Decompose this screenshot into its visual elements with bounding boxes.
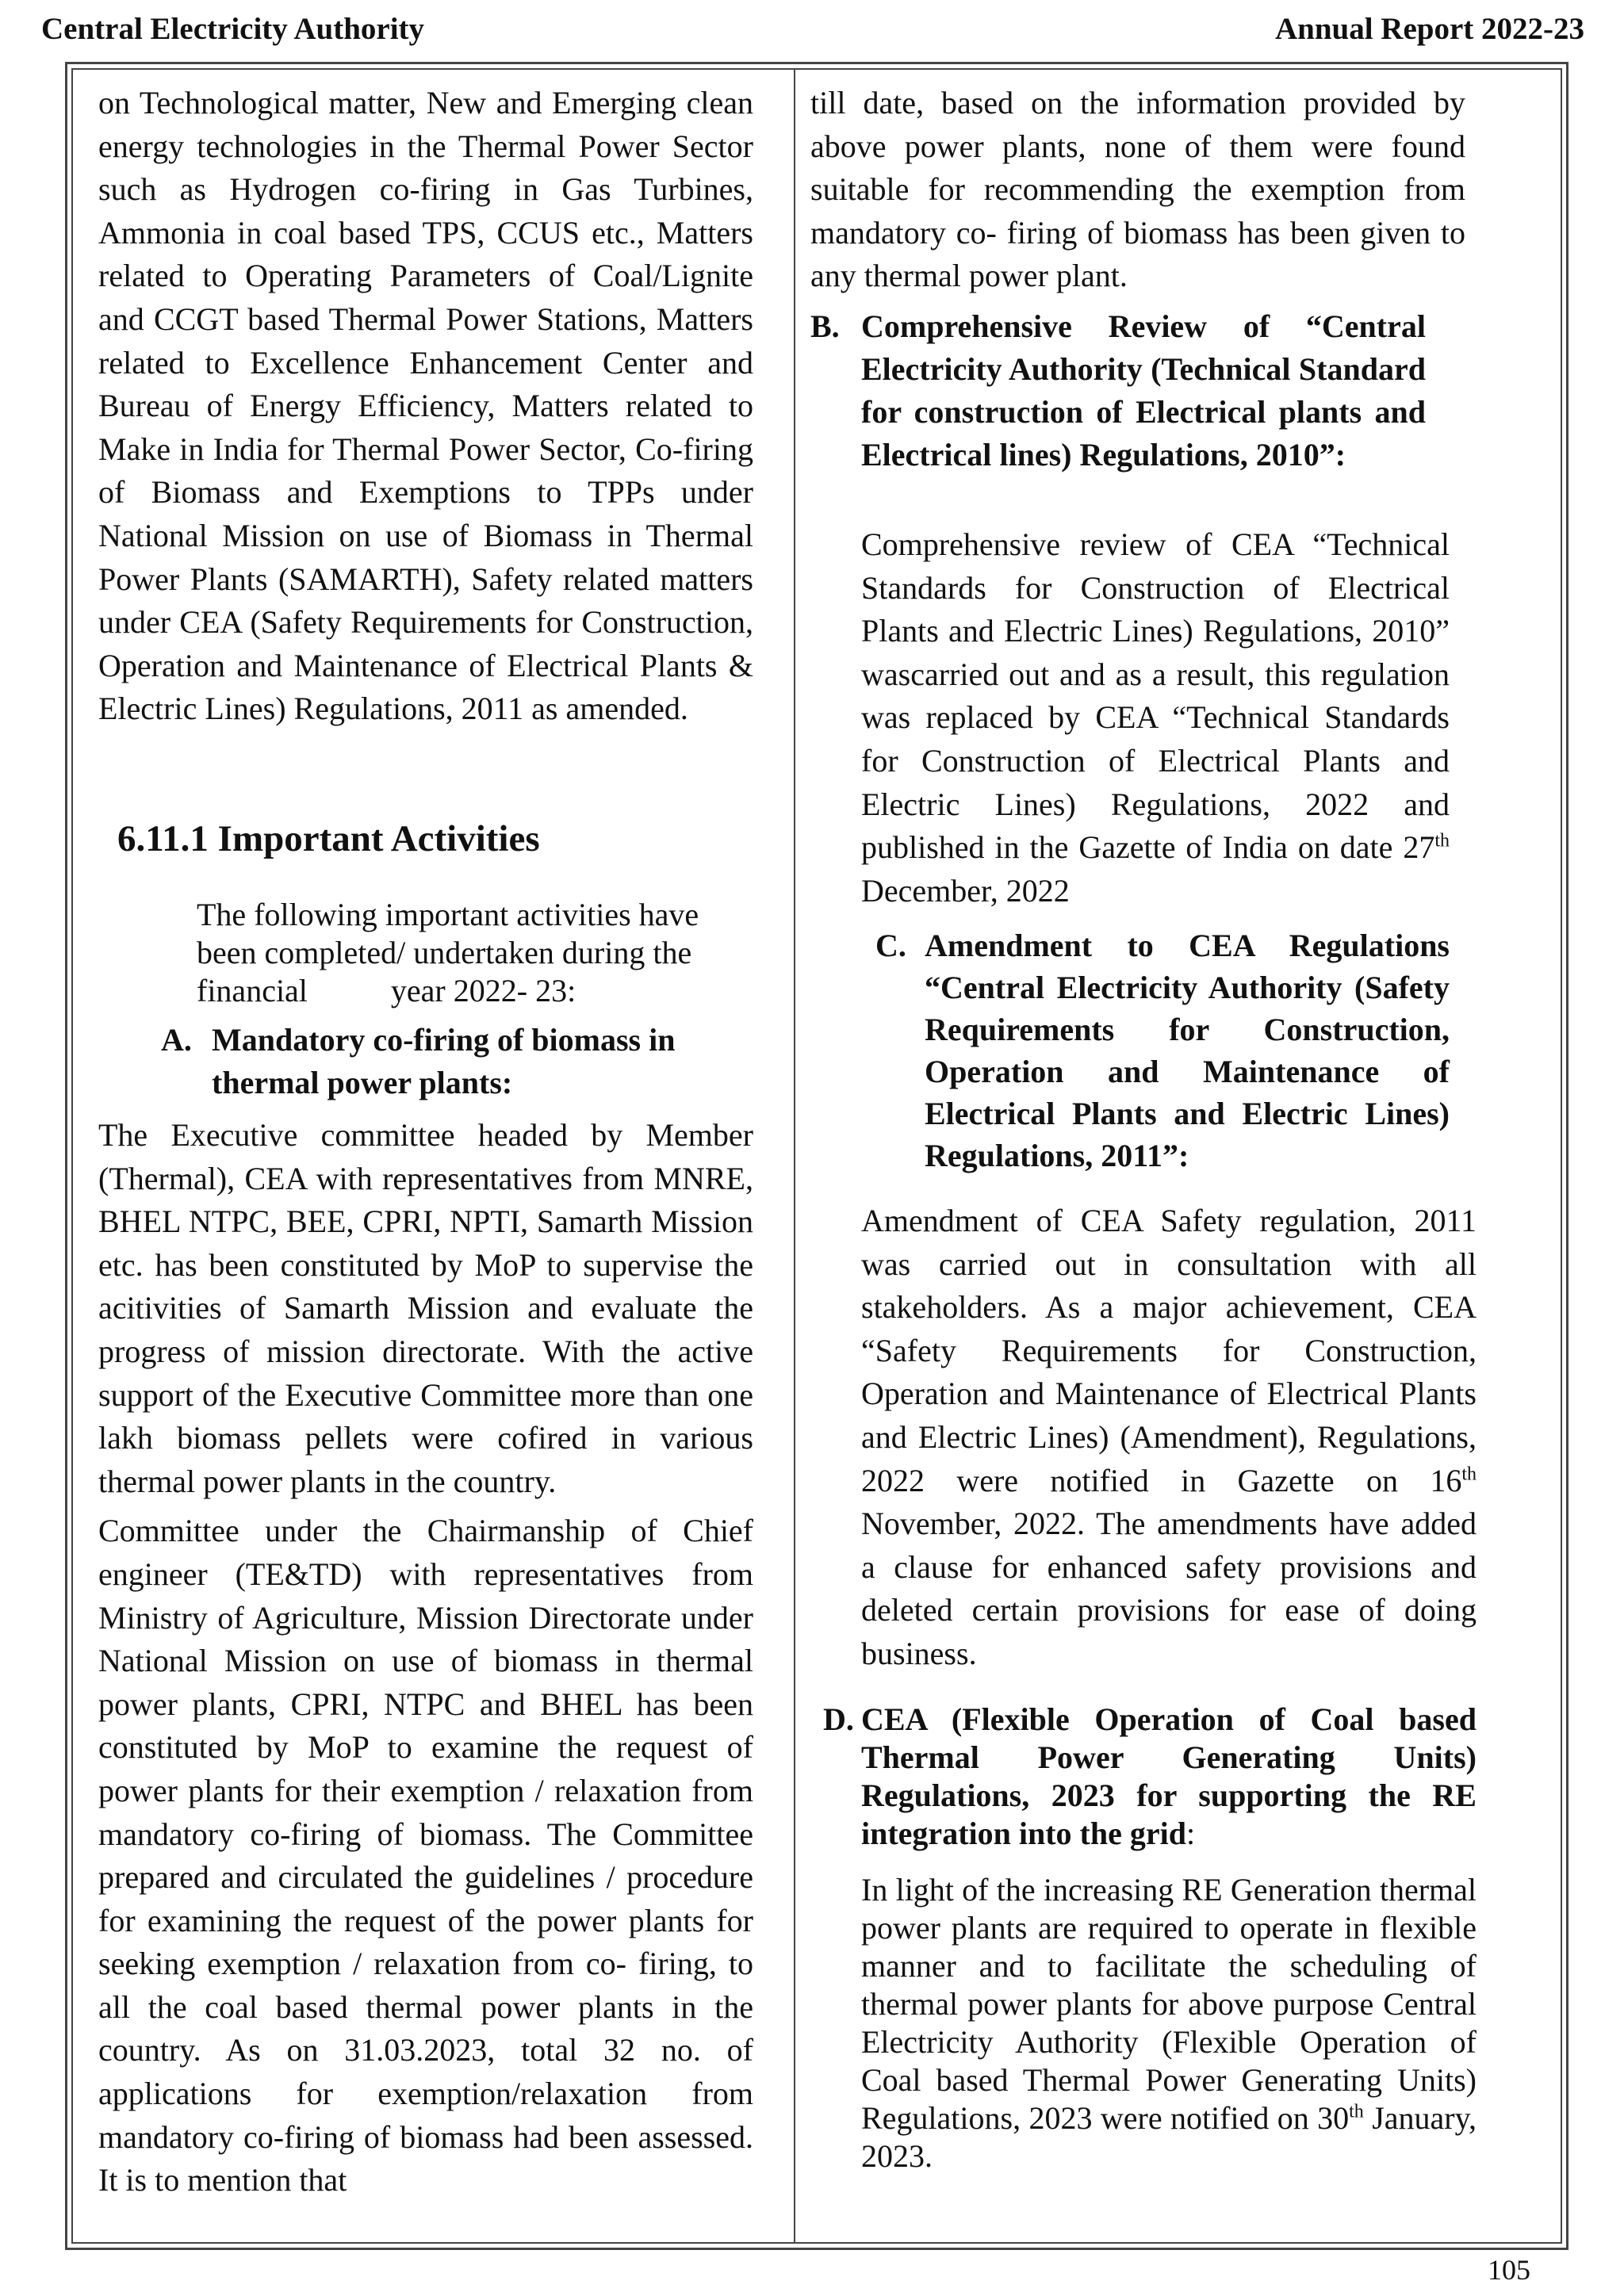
item-b-heading: [810, 305, 1426, 476]
item-b-text: Comprehensive review of CEA “Technical Standards for Construction of Electrical Plants and Electric Lines) Regulations, 2010” wascarried out and as a result, this regulation was replaced by CEA “Technical Standards for Construction of Electrical Plants and Electric Lines) Regulations, 2022 and published in the Gazette of India on date: [861, 526, 1450, 866]
item-a-paragraph-2: Committee under the Chairmanship of Chief engineer (TE&TD) with representatives from Ministry of Agriculture, Mission Directorate under National Mission on use of biomass in thermal power plants, CPRI, NTPC and BHEL has been constituted by MoP to examine the request of power plants for their exemption / relaxation from mandatory co-firing of biomass. The Committee prepared and circulated the guidelines / procedure for examining the request of the power plants for seeking exemption / relaxation from co- firing, to all the coal based thermal power plants in the country. As on 31.03.2023, total 32 no. of applications for exemption/relaxation from mandatory co-firing of biomass had been assessed. It is to mention that: [98, 1513, 753, 2198]
item-b-date-sup: th: [1434, 830, 1450, 851]
activities-intro-line-2: been completed/ undertaken during the: [197, 935, 692, 970]
item-a-body: [98, 1114, 753, 2202]
activities-intro-financial: financial: [197, 973, 308, 1008]
item-d-sup: th: [1349, 2101, 1364, 2122]
section-heading: 6.11.1 Important Activities: [117, 818, 540, 859]
item-a-label: A.: [161, 1022, 192, 1058]
item-a-paragraph-1: The Executive committee headed by Member (Thermal), CEA with representatives from MNRE, BHEL NTPC, BEE, CPRI, NPTI, Samarth Mission etc. has been constituted by MoP to supervise the acitivities of Samarth Mission and evaluate the progress of mission directorate. With the active support of the Executive Committee more than one lakh biomass pellets were cofired in various thermal power plants in the country.: [98, 1117, 753, 1499]
item-b-label: B.: [810, 308, 840, 344]
item-c-heading: [875, 924, 1450, 1177]
left-column: [98, 82, 753, 731]
continued-paragraph: till date, based on the information provided by above power plants, none of them were found suitable for recommending the exemption from mandatory co- firing of biomass has been given to any thermal power plant.: [810, 85, 1465, 294]
item-d-body: [861, 1871, 1477, 2175]
item-c-paragraph: [861, 1200, 1477, 1676]
item-b-title: Comprehensive Review of “Central Electricity Authority (Technical Standard for construction of Electrical plants and Electrical lines) Regulations, 2010”:: [861, 308, 1426, 473]
item-a-title-line-1: Mandatory co-firing of biomass in: [212, 1022, 676, 1058]
item-c-sup: th: [1461, 1464, 1477, 1485]
item-b-body: [861, 523, 1450, 913]
item-a-heading: [161, 1019, 716, 1104]
activities-intro-line-3: [197, 972, 736, 1010]
item-c-text-2: November, 2022. The amendments have added a clause for enhanced safety provisions and deleted certain provisions for ease of doing business.: [861, 1506, 1477, 1671]
item-b-date-rest: December, 2022: [861, 872, 1070, 909]
header-org-name: Central Electricity Authority: [41, 12, 425, 46]
right-column-top: [810, 82, 1465, 298]
item-d-colon: :: [1185, 1816, 1196, 1851]
item-c-text-1: Amendment of CEA Safety regulation, 2011 was carried out in consultation with all stakeholders. As a major achievement, CEA “Safety Requirements for Construction, Operation and Maintenance of Electrical Plants and Electric Lines) (Amendment), Regulations, 2022 were notified in Gazette on 16: [861, 1203, 1477, 1498]
item-c-label: C.: [875, 928, 906, 963]
item-d-title: CEA (Flexible Operation of Coal based Thermal Power Generating Units) Regulations, 2023 for supporting the RE integration into the grid: [861, 1701, 1477, 1851]
item-c-title: Amendment to CEA Regulations “Central Electricity Authority (Safety Requirements for Construction, Operation and Maintenance of Electrical Plants and Electric Lines) Regulations, 2011”:: [925, 928, 1450, 1173]
activities-intro-line-1: The following important activities have: [197, 897, 699, 932]
item-b-paragraph: [861, 523, 1450, 913]
item-d-title-wrap: [861, 1701, 1477, 1853]
item-d-text-2: January, 2023.: [861, 2100, 1477, 2174]
intro-paragraph: on Technological matter, New and Emerging clean energy technologies in the Thermal Power Sector such as Hydrogen co-firing in Gas Turbines, Ammonia in coal based TPS, CCUS etc., Matters related to Operating Parameters of Coal/Lignite and CCGT based Thermal Power Stations, Matters related to Excellence Enhancement Center and Bureau of Energy Efficiency, Matters related to Make in India for Thermal Power Sector, Co-firing of Biomass and Exemptions to TPPs under National Mission on use of Biomass in Thermal Power Plants (SAMARTH), Safety related matters under CEA (Safety Requirements for Construction, Operation and Maintenance of Electrical Plants & Electric Lines) Regulations, 2011 as amended.: [98, 85, 753, 727]
item-c-body: [861, 1200, 1477, 1676]
column-divider: [794, 68, 795, 2244]
item-d-text-1: In light of the increasing RE Generation thermal power plants are required to operate in flexible manner and to facilitate the scheduling of thermal power plants for above purpose Central Electricity Authority (Flexible Operation of Coal based Thermal Power Generating Units) Regulations, 2023 were notified on 30: [861, 1872, 1477, 2136]
item-a-title-line-2: thermal power plants:: [212, 1065, 513, 1100]
item-d-label: D.: [823, 1701, 854, 1737]
item-d-paragraph: [861, 1871, 1477, 2175]
activities-intro: [197, 896, 736, 1010]
activities-intro-year: year 2022- 23:: [390, 973, 576, 1008]
item-d-heading: [823, 1701, 1477, 1853]
page-number: 105: [1488, 2254, 1530, 2286]
header-report-title: Annual Report 2022-23: [1274, 12, 1584, 46]
item-b-date-day: 27: [1403, 829, 1435, 866]
